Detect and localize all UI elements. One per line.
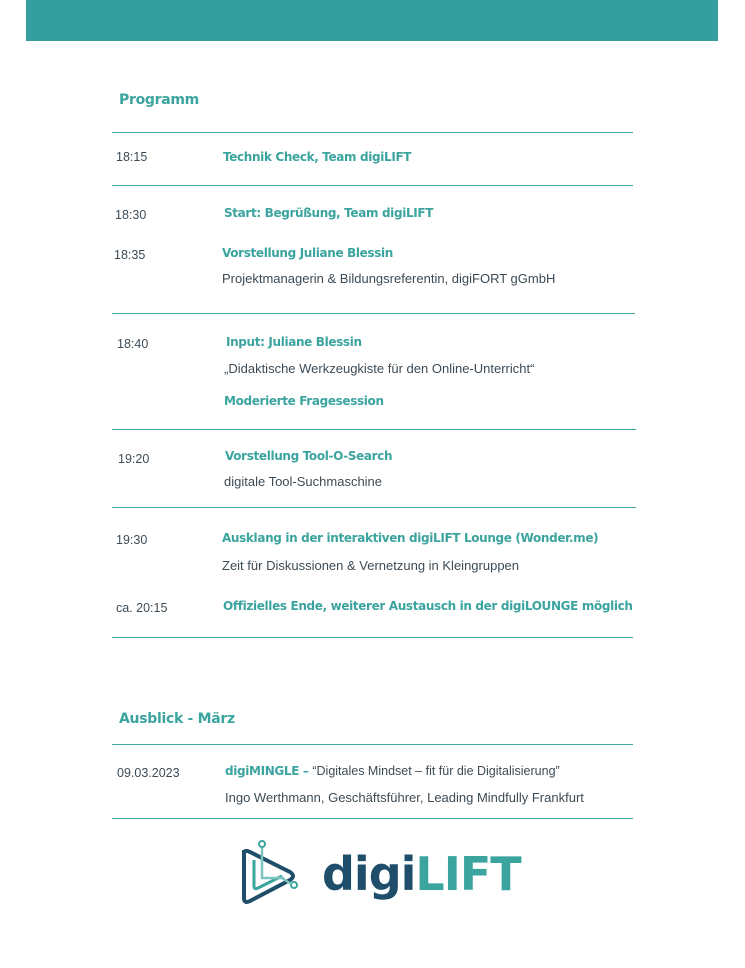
divider xyxy=(112,313,635,314)
divider xyxy=(112,637,633,638)
agenda-subtext: digitale Tool-Suchmaschine xyxy=(224,474,383,489)
divider xyxy=(112,507,636,508)
ausblick-title: Ausblick - März xyxy=(119,711,235,727)
agenda-heading: Start: Begrüßung, Team digiLIFT xyxy=(224,206,434,220)
time-label: 18:30 xyxy=(115,208,147,222)
divider xyxy=(112,185,633,186)
divider xyxy=(112,132,633,133)
agenda-heading xyxy=(225,764,560,778)
time-label: 09.03.2023 xyxy=(117,766,180,780)
agenda-heading: Input: Juliane Blessin xyxy=(226,335,362,349)
agenda-subtext: „Didaktische Werkzeugkiste für den Online-Unterricht“ xyxy=(224,361,535,376)
programm-title: Programm xyxy=(119,92,199,108)
event-quote: “Digitales Mindset – fit für die Digitalisierung” xyxy=(312,764,560,778)
agenda-heading: Ausklang in der interaktiven digiLIFT Lounge (Wonder.me) xyxy=(222,531,599,545)
agenda-heading-secondary: Moderierte Fragesession xyxy=(224,394,384,408)
time-label: ca. 20:15 xyxy=(116,601,168,615)
event-name: digiMINGLE – xyxy=(225,764,309,778)
digilift-logo xyxy=(238,838,521,910)
time-label: 18:40 xyxy=(117,337,149,351)
logo-text-lift: LIFT xyxy=(415,847,521,901)
agenda-heading: Vorstellung Juliane Blessin xyxy=(222,246,393,260)
agenda-heading: Technik Check, Team digiLIFT xyxy=(223,150,412,164)
logo-text-digi: digi xyxy=(322,847,416,901)
time-label: 19:20 xyxy=(118,452,150,466)
logo-mark-icon xyxy=(238,838,302,910)
agenda-heading: Vorstellung Tool-O-Search xyxy=(225,449,393,463)
time-label: 18:15 xyxy=(116,150,148,164)
agenda-subtext: Ingo Werthmann, Geschäftsführer, Leading Mindfully Frankfurt xyxy=(225,790,584,805)
agenda-subtext: Zeit für Diskussionen & Vernetzung in Kleingruppen xyxy=(222,558,520,573)
header-bar xyxy=(26,0,718,41)
agenda-subtext: Projektmanagerin & Bildungsreferentin, digiFORT gGmbH xyxy=(222,271,556,286)
divider xyxy=(112,744,633,745)
divider xyxy=(112,429,636,430)
time-label: 19:30 xyxy=(116,533,148,547)
time-label: 18:35 xyxy=(114,248,146,262)
logo-wordmark xyxy=(322,844,521,904)
divider xyxy=(112,818,633,819)
agenda-heading: Offizielles Ende, weiterer Austausch in der digiLOUNGE möglich xyxy=(223,599,633,613)
